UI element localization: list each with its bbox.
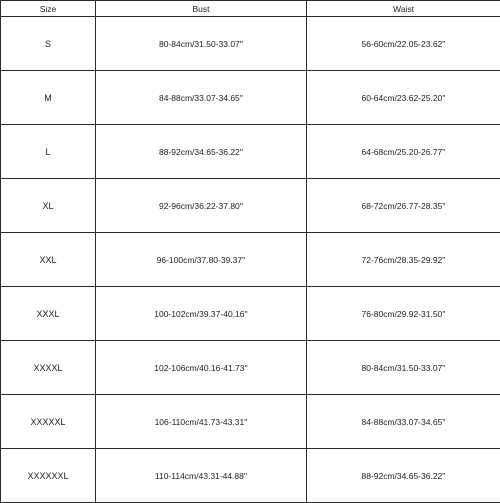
table-row bbox=[1, 287, 500, 341]
table-row bbox=[1, 179, 500, 233]
size-cell: XL bbox=[1, 179, 96, 233]
waist-cell: 60-64cm/23.62-25.20'' bbox=[307, 71, 500, 125]
table-row bbox=[1, 395, 500, 449]
bust-cell: 110-114cm/43.31-44.88'' bbox=[96, 449, 307, 503]
bust-cell: 84-88cm/33.07-34.65'' bbox=[96, 71, 307, 125]
table-row bbox=[1, 233, 500, 287]
bust-cell: 92-96cm/36.22-37.80'' bbox=[96, 179, 307, 233]
size-cell: XXXXXXL bbox=[1, 449, 96, 503]
table-header bbox=[1, 1, 500, 17]
waist-cell: 56-60cm/22.05-23.62'' bbox=[307, 17, 500, 71]
waist-cell: 88-92cm/34.65-36.22'' bbox=[307, 449, 500, 503]
table-body bbox=[1, 17, 500, 503]
table-row bbox=[1, 341, 500, 395]
header-waist: Waist bbox=[307, 1, 500, 17]
waist-cell: 84-88cm/33.07-34.65'' bbox=[307, 395, 500, 449]
table-row bbox=[1, 17, 500, 71]
header-bust: Bust bbox=[96, 1, 307, 17]
bust-cell: 88-92cm/34.65-36.22'' bbox=[96, 125, 307, 179]
bust-cell: 80-84cm/31.50-33.07'' bbox=[96, 17, 307, 71]
table-row bbox=[1, 449, 500, 503]
waist-cell: 76-80cm/29.92-31.50'' bbox=[307, 287, 500, 341]
bust-cell: 106-110cm/41.73-43.31'' bbox=[96, 395, 307, 449]
header-row bbox=[1, 1, 500, 17]
table-row bbox=[1, 71, 500, 125]
waist-cell: 80-84cm/31.50-33.07'' bbox=[307, 341, 500, 395]
header-size: Size bbox=[1, 1, 96, 17]
bust-cell: 102-106cm/40.16-41.73'' bbox=[96, 341, 307, 395]
size-cell: XXXXL bbox=[1, 341, 96, 395]
bust-cell: 100-102cm/39.37-40.16'' bbox=[96, 287, 307, 341]
size-cell: L bbox=[1, 125, 96, 179]
waist-cell: 64-68cm/25.20-26.77'' bbox=[307, 125, 500, 179]
table-row bbox=[1, 125, 500, 179]
bust-cell: 96-100cm/37.80-39.37'' bbox=[96, 233, 307, 287]
size-cell: XXXL bbox=[1, 287, 96, 341]
size-cell: XXXXXL bbox=[1, 395, 96, 449]
size-cell: M bbox=[1, 71, 96, 125]
waist-cell: 72-76cm/28.35-29.92'' bbox=[307, 233, 500, 287]
size-cell: S bbox=[1, 17, 96, 71]
waist-cell: 68-72cm/26.77-28.35'' bbox=[307, 179, 500, 233]
size-cell: XXL bbox=[1, 233, 96, 287]
